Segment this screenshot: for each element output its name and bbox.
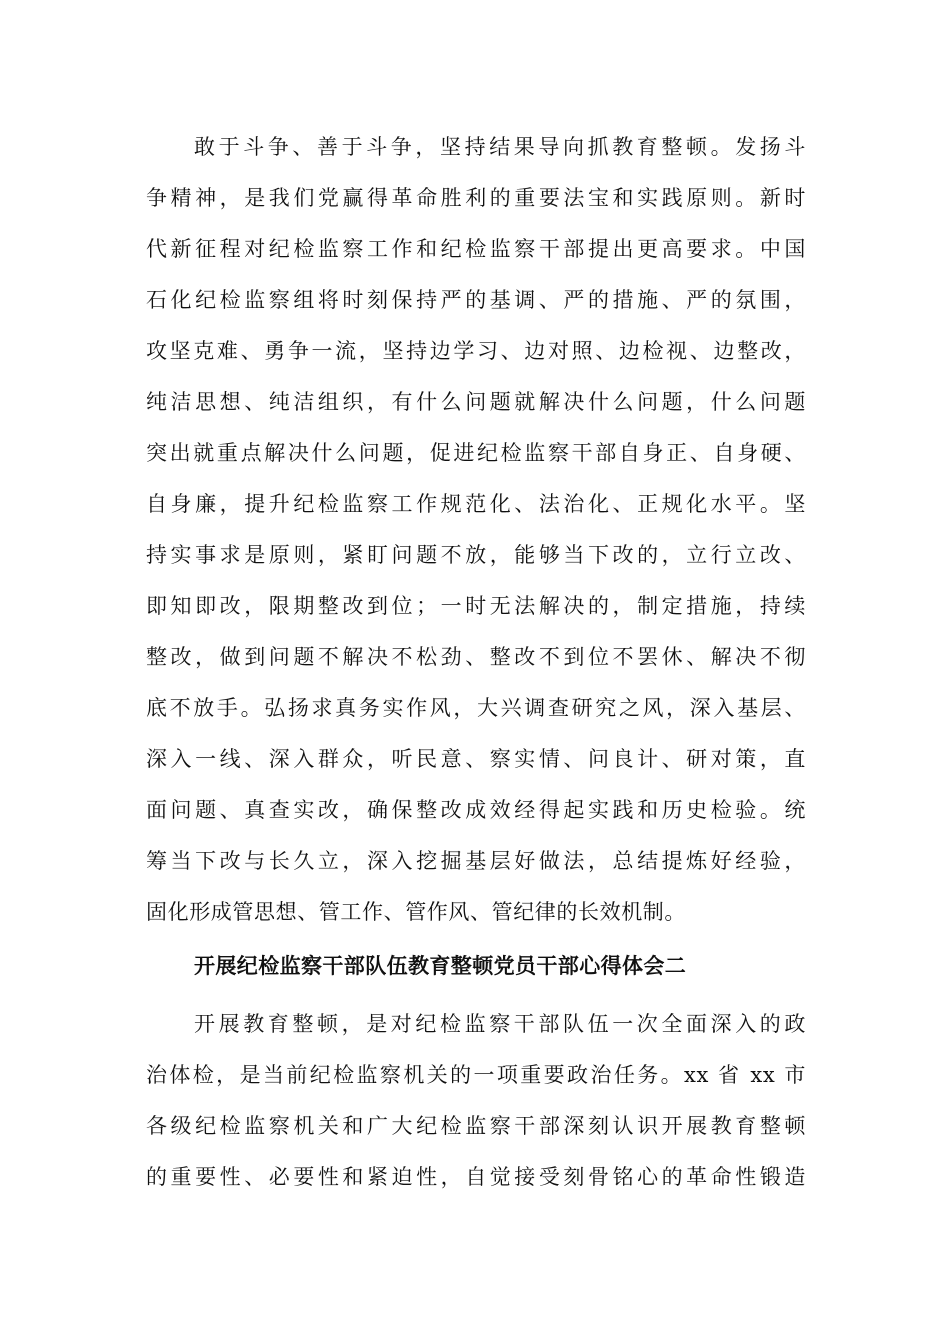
paragraph-line: 深入一线、深入群众，听民意、察实情、问良计、研对策，直	[146, 747, 806, 771]
section-heading: 开展纪检监察干部队伍教育整顿党员干部心得体会二	[194, 953, 687, 978]
paragraph-line: 敢于斗争、善于斗争，坚持结果导向抓教育整顿。发扬斗	[194, 135, 806, 159]
paragraph-line: 筹当下改与长久立，深入挖掘基层好做法，总结提炼好经验，	[146, 849, 806, 873]
paragraph-line: 固化形成管思想、管工作、管作风、管纪律的长效机制。	[146, 900, 686, 924]
paragraph-line: 开展教育整顿，是对纪检监察干部队伍一次全面深入的政	[194, 1012, 806, 1036]
paragraph-line: 各级纪检监察机关和广大纪检监察干部深刻认识开展教育整顿	[146, 1114, 806, 1138]
paragraph-line: 治体检，是当前纪检监察机关的一项重要政治任务。xx 省 xx 市	[146, 1063, 806, 1087]
paragraph-line: 底不放手。弘扬求真务实作风，大兴调查研究之风，深入基层、	[146, 696, 806, 720]
paragraph-line: 面问题、真查实改，确保整改成效经得起实践和历史检验。统	[146, 798, 806, 822]
paragraph-line: 石化纪检监察组将时刻保持严的基调、严的措施、严的氛围，	[146, 288, 806, 312]
paragraph-line: 的重要性、必要性和紧迫性，自觉接受刻骨铭心的革命性锻造	[146, 1165, 806, 1189]
paragraph-line: 纯洁思想、纯洁组织，有什么问题就解决什么问题，什么问题	[146, 390, 806, 414]
paragraph-line: 突出就重点解决什么问题，促进纪检监察干部自身正、自身硬、	[146, 441, 806, 465]
paragraph-line: 自身廉，提升纪检监察工作规范化、法治化、正规化水平。坚	[146, 492, 806, 516]
paragraph-line: 代新征程对纪检监察工作和纪检监察干部提出更高要求。中国	[146, 237, 806, 261]
paragraph-line: 持实事求是原则，紧盯问题不放，能够当下改的，立行立改、	[146, 543, 806, 567]
paragraph-line: 整改，做到问题不解决不松劲、整改不到位不罢休、解决不彻	[146, 645, 806, 669]
paragraph-line: 攻坚克难、勇争一流，坚持边学习、边对照、边检视、边整改，	[146, 339, 806, 363]
paragraph-line: 即知即改，限期整改到位；一时无法解决的，制定措施，持续	[146, 594, 806, 618]
paragraph-line: 争精神，是我们党赢得革命胜利的重要法宝和实践原则。新时	[146, 186, 806, 210]
